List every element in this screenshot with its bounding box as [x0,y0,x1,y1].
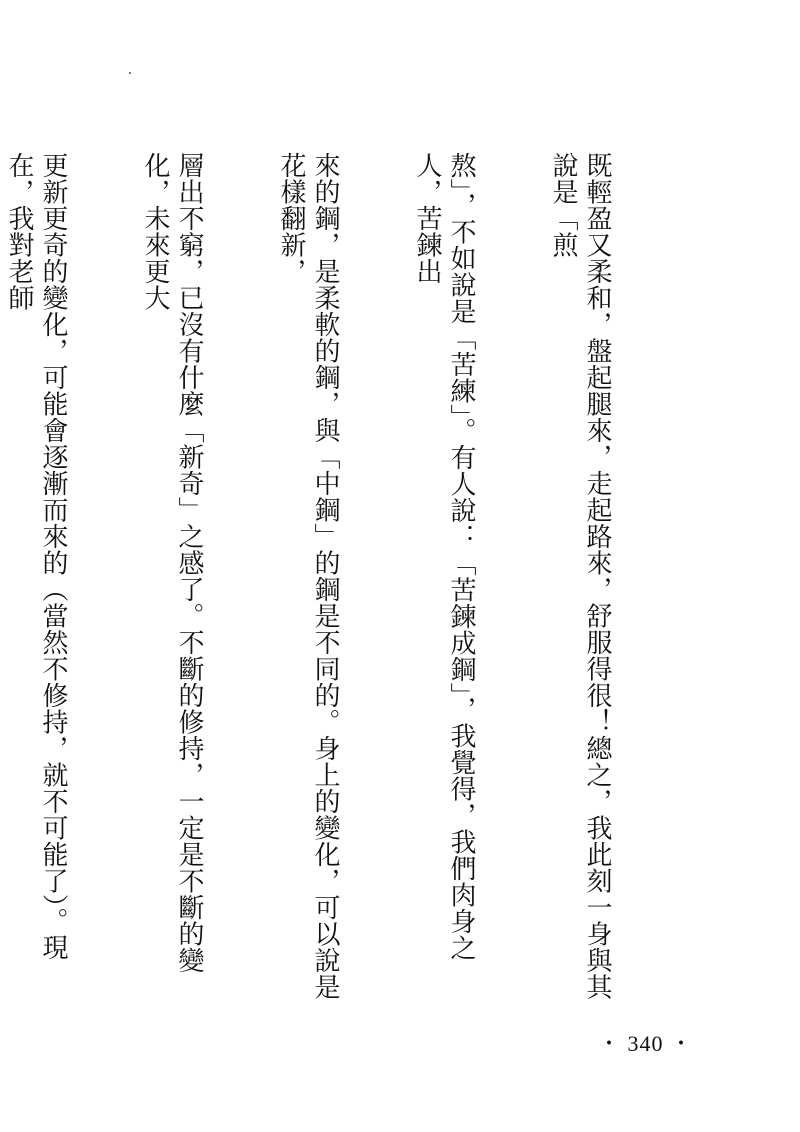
page-number: ・ 340 ・ [598,1031,694,1056]
text-column: 熬」，不如說是「苦練」。有人說：「苦鍊成鋼」，我覺得，我們肉身之人，苦鍊出 [412,152,476,961]
text-column: 層出不窮，已沒有什麼「新奇」之感了。不斷的修持，一定是不斷的變化，未來更大 [140,152,204,974]
scan-speck [129,72,131,74]
vertical-text-block [0,152,682,1002]
text-column: 既輕盈又柔和，盤起腿來，走起路來，舒服得很！總之，我此刻一身與其說是「煎 [548,152,612,1000]
text-column: 更新更奇的變化，可能會逐漸而來的（當然不修持，就不可能了）。現在，我對老師 [4,152,68,961]
text-column: 來的鋼，是柔軟的鋼，與「中鋼」的鋼是不同的。身上的變化，可以說是花樣翻新， [276,152,340,1000]
